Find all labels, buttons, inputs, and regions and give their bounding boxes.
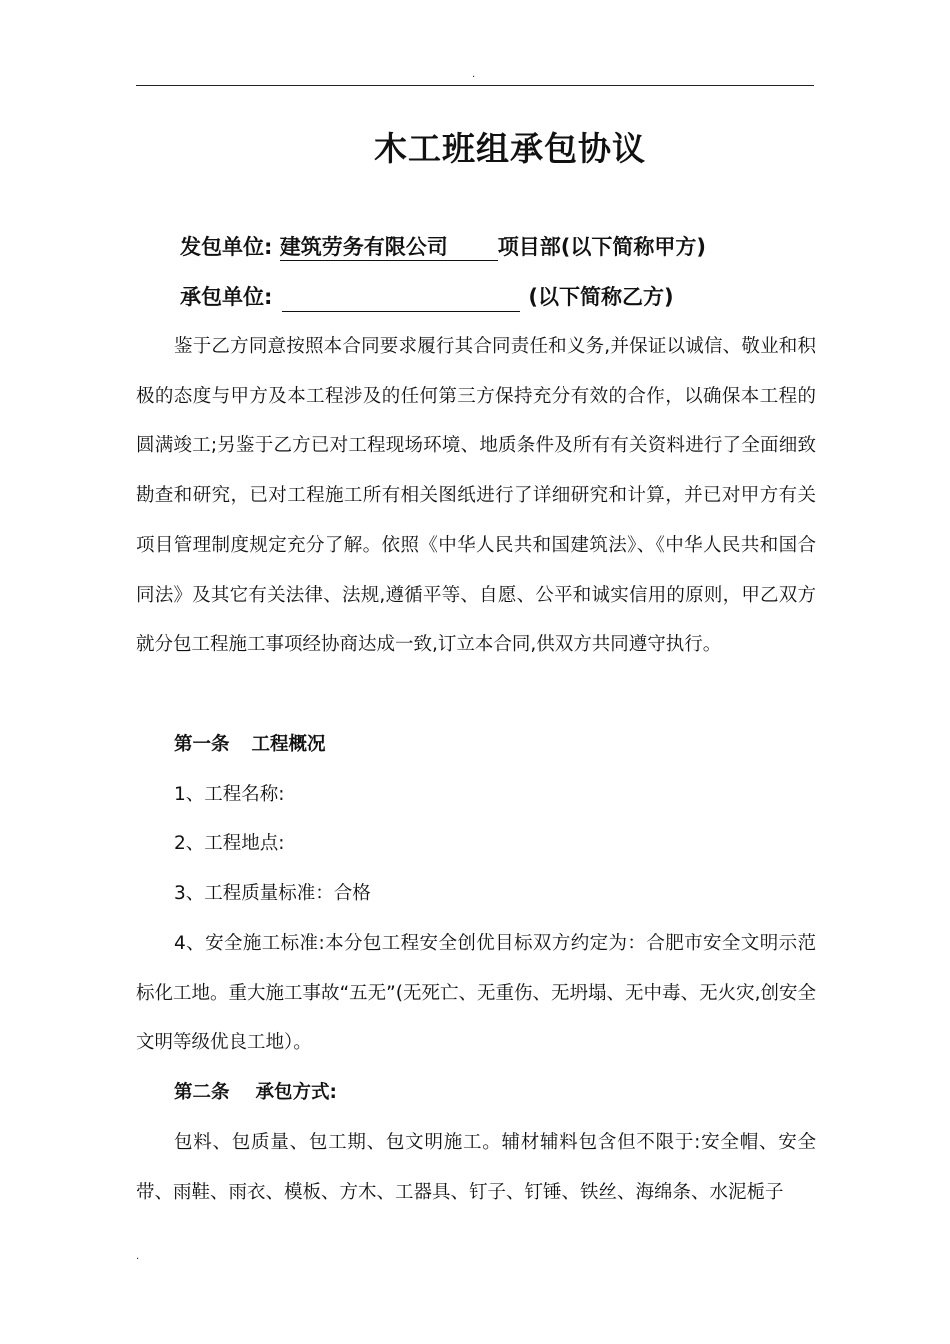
party-b-label: 承包单位: — [180, 285, 273, 309]
party-b-alias: (以下简称乙方) — [528, 285, 674, 309]
article-2-heading — [174, 1078, 337, 1108]
party-b-blank — [282, 287, 520, 312]
preamble-block — [136, 322, 816, 670]
article-2-block — [136, 1118, 816, 1217]
article-1-item-1: 1、工程名称: — [174, 784, 285, 805]
article-1-title: 工程概况 — [251, 734, 326, 755]
article-1-item-3: 3、工程质量标准：合格 — [174, 883, 371, 904]
article-1-heading — [174, 730, 326, 760]
article-1-item-4-block — [136, 919, 816, 1068]
party-a-company: 建筑劳务有限公司 — [279, 235, 448, 259]
header-rule — [136, 85, 814, 86]
article-2-text: 包料、包质量、包工期、包文明施工。辅材辅料包含但不限于:安全帽、安全带、雨鞋、雨衣、模板、方木、工器具、钉子、钉锤、铁丝、海绵条、水泥栀子 — [136, 1132, 816, 1203]
document-title: 木工班组承包协议 — [374, 129, 646, 168]
party-a-dept: 项目部 — [497, 235, 561, 259]
article-1-number: 第一条 — [174, 734, 230, 755]
party-a-label: 发包单位: — [180, 235, 273, 259]
party-b-line — [180, 282, 674, 312]
preamble-paragraph: 鉴于乙方同意按照本合同要求履行其合同责任和义务,并保证以诚信、敬业和积极的态度与甲方及本工程涉及的任何第三方保持充分有效的合作，以确保本工程的圆满竣工;另鉴于乙方已对工程现场环境、地质条件及所有有关资料进行了全面细致勘查和研究，已对工程施工所有相关图纸进行了详细研究和计算，并已对甲方有关项目管理制度规定充分了解。依照《中华人民共和国建筑法》、《中华人民共和国合同法》及其它有关法律、法规,遵循平等、自愿、公平和诚实信用的原则，甲乙双方就分包工程施工事项经协商达成一致,订立本合同,供双方共同遵守执行。 — [136, 336, 816, 656]
article-1-item-4: 4、安全施工标准:本分包工程安全创优目标双方约定为：合肥市安全文明示范标化工地。重大施工事故“五无”(无死亡、无重伤、无坍塌、无中毒、无火灾,创安全文明等级优良工地）。 — [136, 933, 816, 1054]
article-1-item-2: 2、工程地点: — [174, 833, 285, 854]
footer-dot: . — [136, 1251, 140, 1262]
party-a-line — [180, 232, 706, 262]
party-a-alias: (以下简称甲方) — [560, 235, 706, 259]
header-dot: . — [472, 69, 476, 80]
article-2-number: 第二条 — [174, 1082, 230, 1103]
article-2-title: 承包方式: — [255, 1082, 337, 1103]
party-a-company-fill — [280, 234, 498, 261]
